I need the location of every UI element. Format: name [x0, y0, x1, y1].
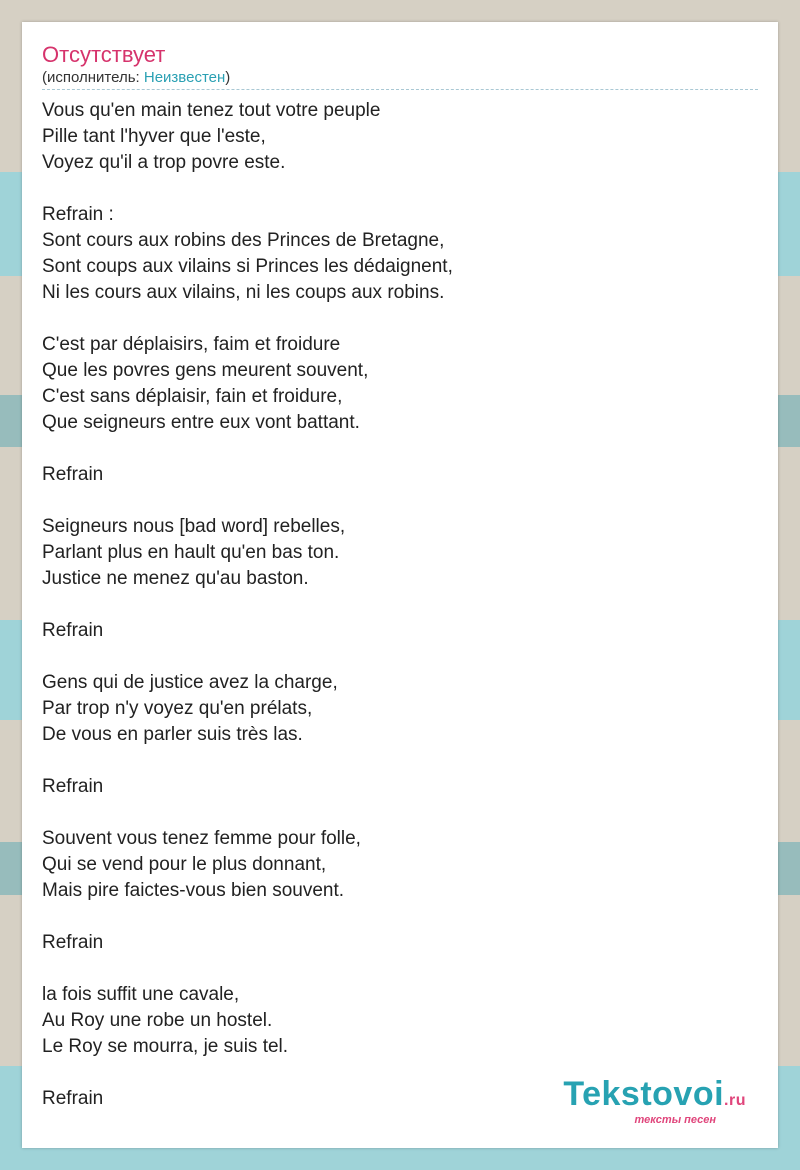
artist-link[interactable]: Неизвестен — [143, 69, 226, 86]
lyric-line: Vous qu'en main tenez tout votre peuple — [42, 100, 381, 121]
lyric-blank-line — [42, 436, 758, 462]
lyric-line: Que seigneurs entre eux vont battant. — [42, 412, 360, 433]
lyric-line: Refrain — [42, 932, 104, 953]
lyric-line: Sont coups aux vilains si Princes les dédaignent, — [42, 256, 453, 277]
lyric-line: Le Roy se mourra, je suis tel. — [42, 1036, 289, 1057]
lyric-line: Mais pire faictes-vous bien souvent. — [42, 880, 345, 901]
lyric-line: Sont cours aux robins des Princes de Bretagne, — [42, 230, 445, 251]
lyric-blank-line — [42, 644, 758, 670]
site-logo[interactable] — [563, 1077, 746, 1126]
lyric-line: Refrain — [42, 464, 104, 485]
artist-prefix: (исполнитель: — [42, 69, 144, 86]
lyric-blank-line — [42, 800, 758, 826]
logo-main-text: Tekstovoi — [563, 1075, 725, 1113]
lyric-line: Ni les cours aux vilains, ni les coups aux robins. — [42, 282, 445, 303]
lyric-blank-line — [42, 488, 758, 514]
lyric-line: C'est par déplaisirs, faim et froidure — [42, 334, 341, 355]
lyric-line: Refrain — [42, 776, 104, 797]
lyrics-text — [42, 98, 758, 1112]
logo-wordmark — [563, 1077, 746, 1118]
lyric-blank-line — [42, 904, 758, 930]
song-title: Отсутствует — [42, 42, 166, 67]
lyric-line: Souvent vous tenez femme pour folle, — [42, 828, 361, 849]
lyric-blank-line — [42, 592, 758, 618]
lyric-line: Au Roy une robe un hostel. — [42, 1010, 273, 1031]
lyric-blank-line — [42, 956, 758, 982]
lyric-line: la fois suffit une cavale, — [42, 984, 240, 1005]
lyric-blank-line — [42, 306, 758, 332]
lyric-blank-line — [42, 748, 758, 774]
lyric-line: Refrain : — [42, 204, 114, 225]
lyrics-card — [22, 22, 778, 1148]
lyric-line: De vous en parler suis très las. — [42, 724, 303, 745]
lyric-line: Par trop n'y voyez qu'en prélats, — [42, 698, 313, 719]
logo-tagline: тексты песен — [634, 1114, 716, 1126]
lyric-line: Pille tant l'hyver que l'este, — [42, 126, 266, 147]
lyric-line: Seigneurs nous [bad word] rebelles, — [42, 516, 346, 537]
lyric-line: Voyez qu'il a trop povre este. — [42, 152, 286, 173]
lyric-line: Que les povres gens meurent souvent, — [42, 360, 369, 381]
lyric-line: Refrain — [42, 1088, 104, 1109]
lyric-line: Parlant plus en hault qu'en bas ton. — [42, 542, 340, 563]
lyric-line: Justice ne menez qu'au baston. — [42, 568, 309, 589]
lyric-line: Refrain — [42, 620, 104, 641]
lyric-line: Qui se vend pour le plus donnant, — [42, 854, 327, 875]
artist-line — [42, 68, 758, 90]
logo-domain: .ru — [724, 1092, 746, 1109]
artist-suffix: ) — [225, 69, 231, 86]
lyric-line: C'est sans déplaisir, fain et froidure, — [42, 386, 343, 407]
lyric-line: Gens qui de justice avez la charge, — [42, 672, 338, 693]
lyric-blank-line — [42, 176, 758, 202]
